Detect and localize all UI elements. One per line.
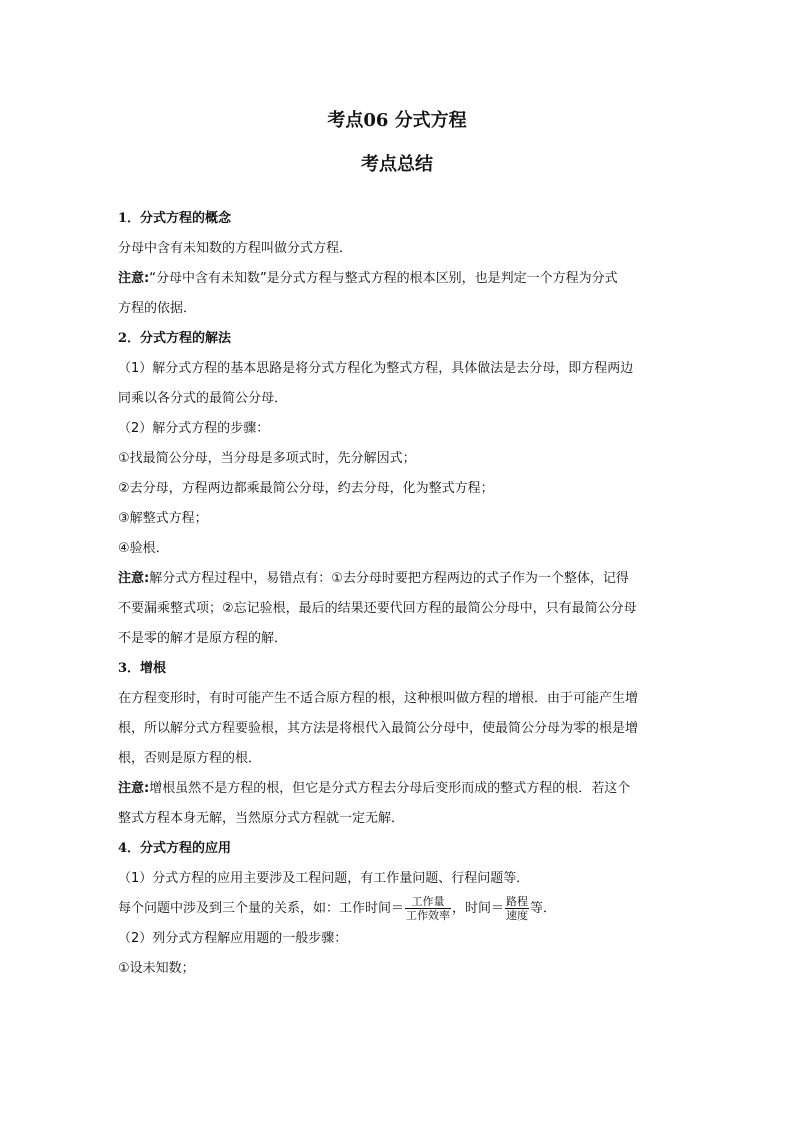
note-label: 注意: — [118, 571, 150, 586]
section-2-note-cont-2: 不是零的解才是原方程的解． — [118, 631, 288, 646]
section-3-heading: 3．增根 — [118, 661, 167, 676]
fraction-denominator: 速度 — [506, 909, 529, 922]
note-label: 注意: — [118, 271, 150, 286]
section-4-para-3: （2）列分式方程解应用题的一般步骤： — [118, 931, 348, 946]
section-1-definition: 分母中含有未知数的方程叫做分式方程． — [118, 241, 353, 256]
section-4-formula-line — [118, 894, 680, 924]
note-text: 增根虽然不是方程的根，但它是分式方程去分母后变形而成的整式方程的根．若这个 — [149, 781, 631, 796]
fraction-denominator: 工作效率 — [406, 909, 451, 922]
section-2-para-1: （1）解分式方程的基本思路是将分式方程化为整式方程，具体做法是去分母，即方程两边 — [118, 361, 634, 376]
section-1-heading: 1．分式方程的概念 — [118, 211, 232, 226]
section-2-para-1-cont: 同乘以各分式的最简公分母． — [118, 391, 288, 406]
section-3-para-line-2: 根，所以解分式方程要验根，其方法是将根代入最简公分母中，使最简公分母为零的根是增 — [118, 721, 639, 736]
section-2-step-2: ②去分母，方程两边都乘最简公分母，约去分母，化为整式方程； — [118, 481, 494, 496]
formula-prefix: 每个问题中涉及到三个量的关系，如：工作时间＝ — [118, 901, 405, 916]
fraction-time — [505, 895, 529, 922]
section-2-step-4: ④验根． — [118, 541, 169, 556]
document-body — [118, 204, 680, 984]
section-3-para-line-1: 在方程变形时，有时可能产生不适合原方程的根，这种根叫做方程的增根．由于可能产生增 — [118, 691, 639, 706]
note-text: “分母中含有未知数”是分式方程与整式方程的根本区别，也是判定一个方程为分式 — [149, 271, 618, 286]
fraction-numerator: 工作量 — [405, 895, 451, 909]
section-4-heading: 4．分式方程的应用 — [118, 841, 232, 856]
page-title: 考点06 分式方程 — [327, 110, 467, 131]
section-4-step-1: ①设未知数； — [118, 961, 195, 976]
fraction-work-time — [405, 895, 451, 922]
section-2-step-3: ③解整式方程； — [118, 511, 208, 526]
page-subtitle: 考点总结 — [361, 154, 433, 175]
formula-middle: ，时间＝ — [452, 901, 505, 916]
section-2-para-2: （2）解分式方程的步骤： — [118, 421, 270, 436]
section-1-note-cont: 方程的依据． — [118, 301, 197, 316]
section-2-note — [118, 564, 680, 594]
section-2-heading: 2．分式方程的解法 — [118, 331, 232, 346]
note-text: 解分式方程过程中，易错点有：①去分母时要把方程两边的式子作为一个整体，记得 — [149, 571, 629, 586]
section-3-note — [118, 774, 680, 804]
section-2-note-cont-1: 不要漏乘整式项；②忘记验根，最后的结果还要代回方程的最简公分母中，只有最简公分母 — [118, 601, 637, 616]
section-2-step-1: ①找最简公分母，当分母是多项式时，先分解因式； — [118, 451, 416, 466]
section-4-para-1: （1）分式方程的应用主要涉及工程问题，有工作量问题、行程问题等． — [118, 871, 530, 886]
section-3-note-cont: 整式方程本身无解，当然原分式方程就一定无解． — [118, 811, 405, 826]
fraction-numerator: 路程 — [506, 895, 529, 908]
section-3-para-line-3: 根，否则是原方程的根． — [118, 751, 262, 766]
note-label: 注意: — [118, 781, 150, 796]
section-1-note — [118, 264, 680, 294]
formula-suffix: 等． — [530, 901, 557, 916]
